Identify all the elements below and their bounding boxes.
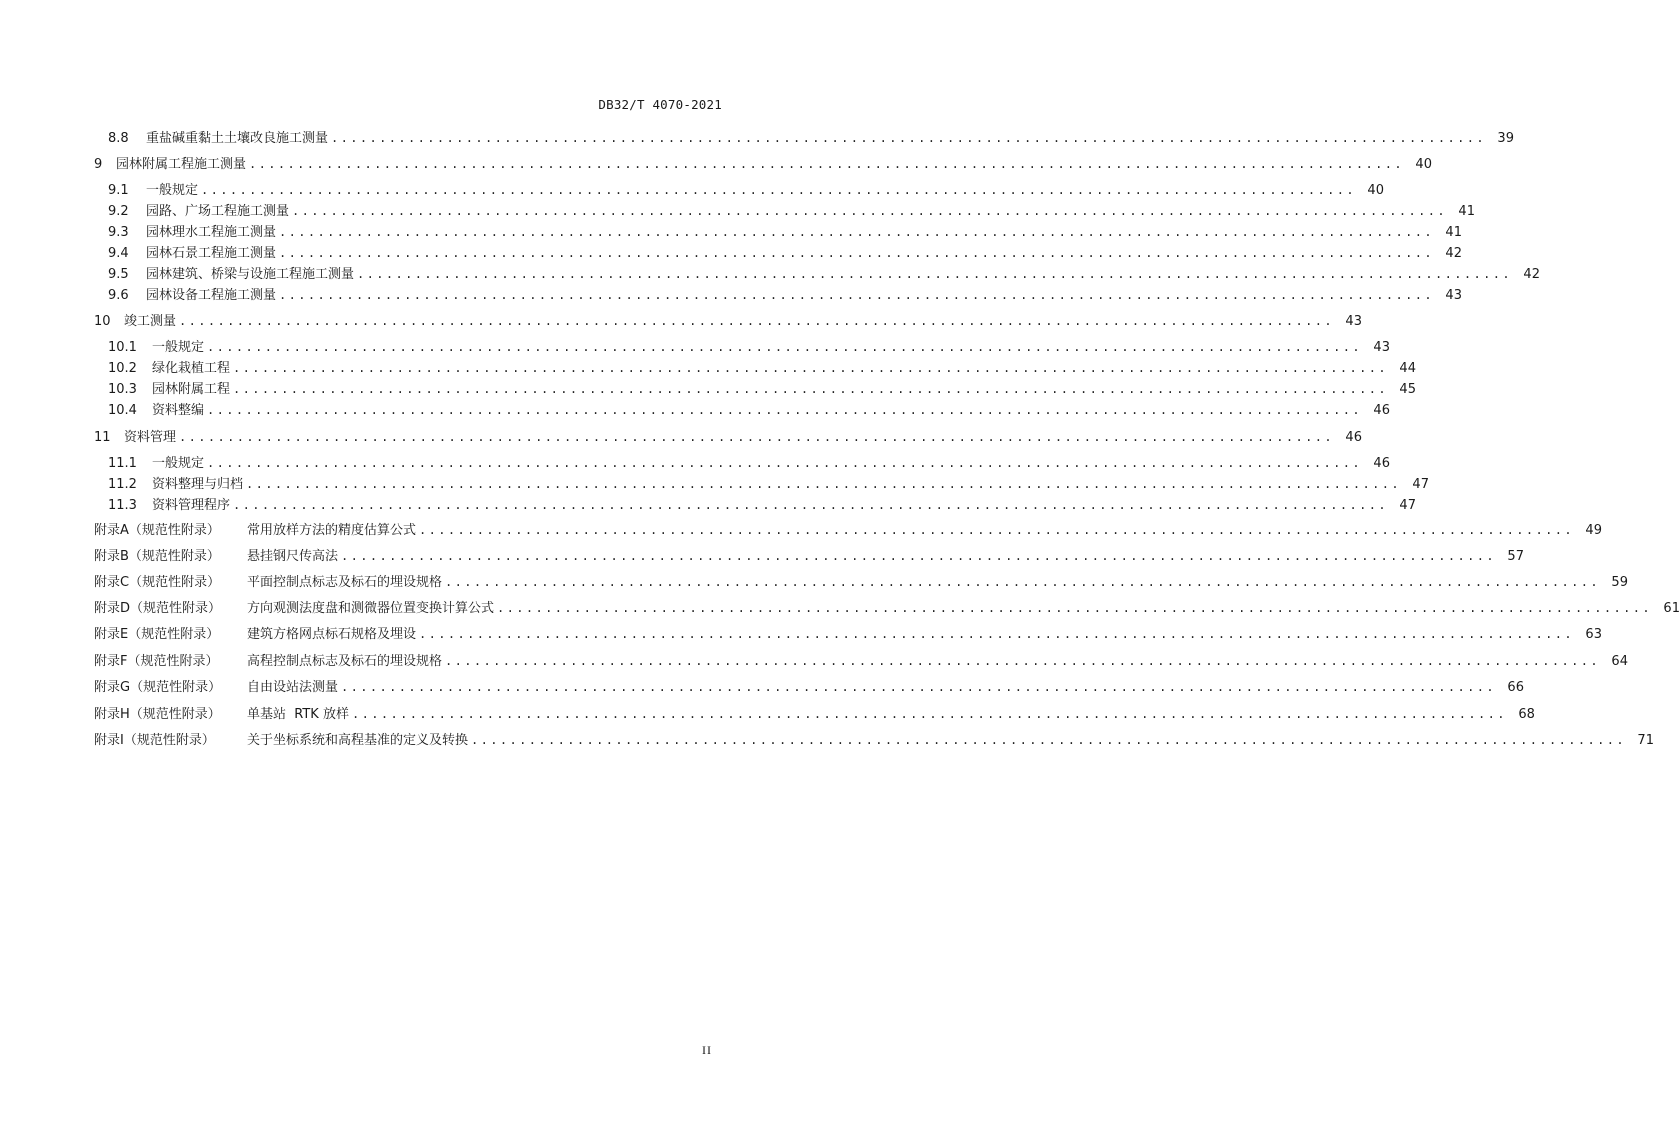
toc-entry-page: 40 — [1367, 183, 1384, 198]
toc-entry-page: 46 — [1373, 403, 1390, 418]
toc-entry-page: 46 — [1345, 430, 1362, 445]
toc-entry-number: 附录F（规范性附录） — [94, 654, 219, 669]
toc-entry-title: 自由设站法测量 — [247, 680, 339, 695]
toc-entry-page: 44 — [1399, 361, 1416, 376]
toc-entry-title: 重盐碱重黏土土壤改良施工测量 — [146, 131, 329, 146]
toc-entry[interactable] — [94, 155, 1432, 175]
toc-entry[interactable] — [108, 338, 1390, 358]
toc-entry-title: 资料整理与归档 — [152, 477, 244, 492]
toc-entry-page: 45 — [1399, 382, 1416, 397]
toc-entry-number: 10.2 — [108, 361, 137, 376]
toc-entry-title: 园林建筑、桥梁与设施工程施工测量 — [146, 267, 355, 282]
toc-dot-leader: ........................................................................................................................ — [207, 340, 1362, 354]
toc-dot-leader: ........................................................................................................................ — [207, 456, 1362, 470]
toc-entry-number: 9.6 — [108, 288, 129, 303]
toc-entry-title: 一般规定 — [152, 340, 205, 355]
toc-entry[interactable] — [108, 244, 1462, 264]
toc-entry-number: 9 — [94, 157, 103, 172]
toc-entry-number: 附录D（规范性附录） — [94, 601, 222, 616]
toc-entry-number: 附录E（规范性附录） — [94, 627, 220, 642]
toc-entry-number: 10 — [94, 314, 111, 329]
toc-entry-title: 绿化栽植工程 — [152, 361, 231, 376]
toc-entry-title: 高程控制点标志及标石的埋设规格 — [247, 654, 443, 669]
toc-entry-title: 园林附属工程施工测量 — [116, 157, 247, 172]
toc-entry[interactable] — [108, 286, 1462, 306]
toc-entry-number: 9.2 — [108, 204, 129, 219]
toc-entry[interactable] — [108, 265, 1540, 285]
toc-entry-title: 一般规定 — [152, 456, 205, 471]
toc-entry[interactable] — [94, 547, 1524, 567]
toc-entry-number: 8.8 — [108, 131, 129, 146]
toc-entry-title: 关于坐标系统和高程基准的定义及转换 — [247, 733, 469, 748]
toc-entry-page: 49 — [1585, 523, 1602, 538]
toc-entry-number: 附录G（规范性附录） — [94, 680, 222, 695]
toc-entry-page: 68 — [1518, 707, 1535, 722]
toc-dot-leader: ........................................................................................................................ — [419, 523, 1574, 537]
toc-entry-page: 43 — [1445, 288, 1462, 303]
toc-entry[interactable] — [94, 625, 1602, 645]
toc-entry-page: 47 — [1412, 477, 1429, 492]
document-code: DB32/T 4070-2021 — [598, 97, 722, 112]
toc-entry-title: 资料管理 — [124, 430, 177, 445]
toc-dot-leader: ........................................................................................................................ — [341, 549, 1496, 563]
toc-entry-number: 9.5 — [108, 267, 129, 282]
toc-entry-number: 附录B（规范性附录） — [94, 549, 220, 564]
toc-entry-number: 11.3 — [108, 498, 137, 513]
toc-entry-title: 园路、广场工程施工测量 — [146, 204, 290, 219]
toc-entry-number: 9.3 — [108, 225, 129, 240]
toc-dot-leader: ........................................................................................................................ — [445, 654, 1600, 668]
toc-dot-leader: ........................................................................................................................ — [179, 430, 1334, 444]
toc-entry-page: 40 — [1415, 157, 1432, 172]
toc-entry-page: 41 — [1458, 204, 1475, 219]
toc-dot-leader: ........................................................................................................................ — [279, 288, 1434, 302]
toc-entry[interactable] — [94, 521, 1602, 541]
toc-entry[interactable] — [94, 428, 1362, 448]
toc-entry-number: 附录C（规范性附录） — [94, 575, 221, 590]
toc-entry-title: 园林设备工程施工测量 — [146, 288, 277, 303]
toc-entry-number: 附录A（规范性附录） — [94, 523, 220, 538]
toc-dot-leader: ........................................................................................................................ — [279, 225, 1434, 239]
toc-entry-title: 悬挂钢尺传高法 — [247, 549, 339, 564]
toc-entry[interactable] — [108, 129, 1514, 149]
toc-entry-page: 64 — [1611, 654, 1628, 669]
toc-dot-leader: ........................................................................................................................ — [233, 498, 1388, 512]
toc-dot-leader: ........................................................................................................................ — [445, 575, 1600, 589]
toc-dot-leader: ........................................................................................................................ — [246, 477, 1401, 491]
toc-entry-title: 平面控制点标志及标石的埋设规格 — [247, 575, 443, 590]
toc-entry-page: 71 — [1637, 733, 1654, 748]
toc-entry[interactable] — [108, 181, 1384, 201]
toc-dot-leader: ........................................................................................................................ — [331, 131, 1486, 145]
toc-dot-leader: ........................................................................................................................ — [357, 267, 1512, 281]
toc-entry-page: 41 — [1445, 225, 1462, 240]
toc-entry[interactable] — [108, 454, 1390, 474]
toc-dot-leader: ........................................................................................................................ — [179, 314, 1334, 328]
toc-dot-leader: ........................................................................................................................ — [471, 733, 1626, 747]
toc-entry-number: 11.1 — [108, 456, 137, 471]
toc-dot-leader: ........................................................................................................................ — [292, 204, 1447, 218]
toc-dot-leader: ........................................................................................................................ — [351, 707, 1507, 721]
toc-entry-page: 66 — [1507, 680, 1524, 695]
toc-entry-number: 11 — [94, 430, 111, 445]
toc-entry[interactable] — [94, 705, 1535, 725]
toc-entry[interactable] — [108, 359, 1416, 379]
toc-entry-title: 资料管理程序 — [152, 498, 231, 513]
page-number: II — [702, 1043, 712, 1057]
toc-entry[interactable] — [94, 312, 1362, 332]
toc-entry-page: 59 — [1611, 575, 1628, 590]
toc-entry-page: 42 — [1445, 246, 1462, 261]
toc-entry[interactable] — [94, 678, 1524, 698]
toc-entry-page: 47 — [1399, 498, 1416, 513]
toc-entry[interactable] — [108, 475, 1429, 495]
toc-entry-page: 39 — [1497, 131, 1514, 146]
toc-entry[interactable] — [108, 202, 1475, 222]
toc-dot-leader: ........................................................................................................................ — [233, 361, 1388, 375]
toc-entry-title: 常用放样方法的精度估算公式 — [247, 523, 417, 538]
toc-entry-title: 建筑方格网点标石规格及埋设 — [247, 627, 417, 642]
toc-entry-page: 63 — [1585, 627, 1602, 642]
toc-entry-number: 11.2 — [108, 477, 137, 492]
toc-entry-number: 10.4 — [108, 403, 137, 418]
toc-entry[interactable] — [108, 401, 1390, 421]
toc-entry[interactable] — [94, 573, 1628, 593]
toc-entry[interactable] — [108, 223, 1462, 243]
toc-dot-leader: ........................................................................................................................ — [341, 680, 1496, 694]
toc-entry-number: 9.4 — [108, 246, 129, 261]
toc-entry-page: 42 — [1523, 267, 1540, 282]
toc-entry-title: 园林附属工程 — [152, 382, 231, 397]
toc-entry-number: 10.1 — [108, 340, 137, 355]
toc-entry-number: 9.1 — [108, 183, 129, 198]
toc-entry-title: 一般规定 — [146, 183, 199, 198]
toc-dot-leader: ........................................................................................................................ — [233, 382, 1388, 396]
toc-entry-page: 43 — [1373, 340, 1390, 355]
toc-entry-number: 附录I（规范性附录） — [94, 733, 215, 748]
toc-entry-title: 方向观测法度盘和测微器位置变换计算公式 — [247, 601, 495, 616]
toc-entry-title: 园林石景工程施工测量 — [146, 246, 277, 261]
toc-dot-leader: ........................................................................................................................ — [207, 403, 1362, 417]
toc-entry[interactable] — [108, 496, 1416, 516]
toc-entry-title: 资料整编 — [152, 403, 205, 418]
toc-entry-number: 附录H（规范性附录） — [94, 707, 221, 722]
toc-entry-page: 57 — [1507, 549, 1524, 564]
toc-entry[interactable] — [94, 652, 1628, 672]
toc-entry-page: 43 — [1345, 314, 1362, 329]
toc-dot-leader: ........................................................................................................................ — [279, 246, 1434, 260]
toc-entry-page: 46 — [1373, 456, 1390, 471]
toc-entry-title: 单基站 RTK 放样 — [247, 707, 349, 722]
toc-dot-leader: ........................................................................................................................ — [201, 183, 1356, 197]
toc-dot-leader: ........................................................................................................................ — [497, 601, 1652, 615]
toc-dot-leader: ........................................................................................................................ — [419, 627, 1574, 641]
toc-entry[interactable] — [94, 731, 1654, 751]
toc-entry-number: 10.3 — [108, 382, 137, 397]
toc-dot-leader: ........................................................................................................................ — [249, 157, 1404, 171]
toc-entry-page: 61 — [1663, 601, 1680, 616]
toc-entry-title: 园林理水工程施工测量 — [146, 225, 277, 240]
toc-entry[interactable] — [108, 380, 1416, 400]
toc-entry[interactable] — [94, 599, 1680, 619]
toc-entry-title: 竣工测量 — [124, 314, 177, 329]
